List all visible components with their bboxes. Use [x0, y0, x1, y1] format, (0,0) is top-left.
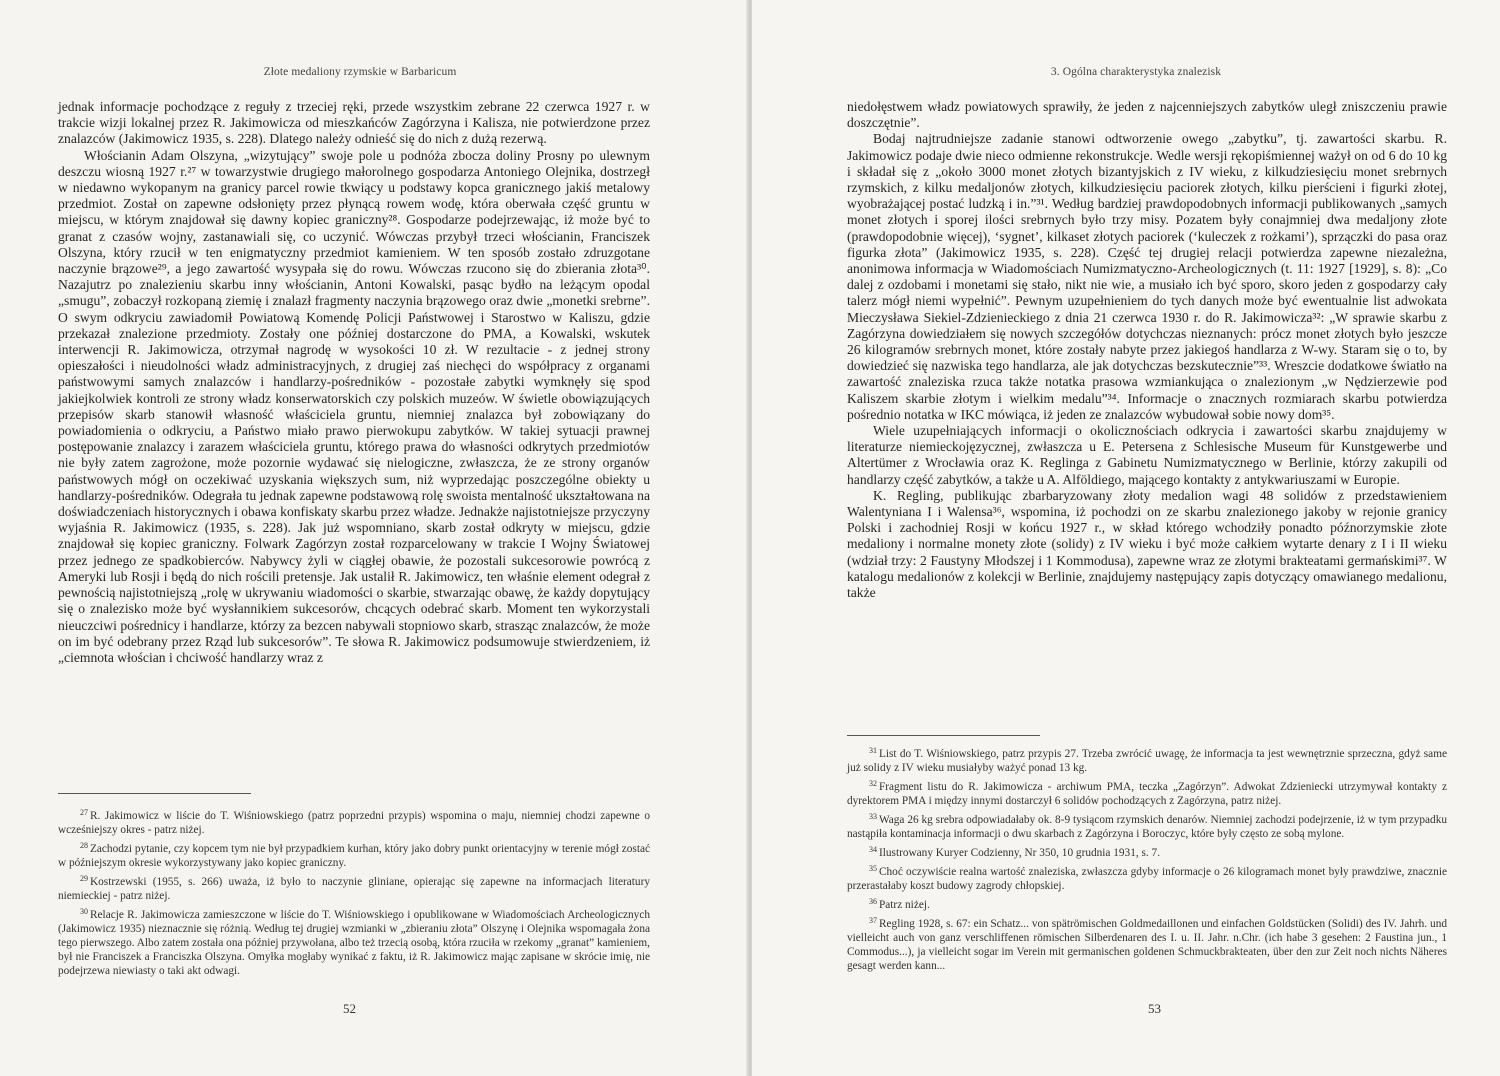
- footnote-text: Regling 1928, s. 67: ein Schatz... von spätrömischen Goldmedaillonen und einfachen Goldstücken (Solidi) des IV. Jahrh. und vielleicht auch von ganz verschliffenen römischen Silberdenaren des I. u. II. Jahr. n.Chr. (ich habe 3 gesehen: 2 Faustina jun., 1 Commodus...), ja vielleicht sogar im Verein mit germanischen goldenen Schmuckbrakteaten, über den zur Zeit noch nichts Näheres gesagt werden kann...: [847, 918, 1447, 972]
- paragraph: K. Regling, publikując zbarbaryzowany złoty medalion wagi 48 solidów z przedstawieniem Walentyniana I i Walensa³⁶, wspomina, iż pochodzi on ze skarbu znalezionego jakoby w rejonie granicy Polski i zachodniej Rosji w końcu 1927 r., w skład którego wchodziły ponadto późnorzymskie złote medaliony i normalne monety złote (solidy) z IV wieku i być może całkiem wytarte denary z I i II wieku (wdział trzy: 2 Faustyny Młodszej i 1 Kommodusa), zapewne wraz ze złotymi brakteatami germańskimi³⁷. W katalogu medalionów z kolekcji w Berlinie, znajdujemy następujący zapis dotyczący omawianego medalionu, także: [847, 487, 1447, 601]
- footnote: [847, 843, 1447, 860]
- footnote-divider: [58, 793, 251, 794]
- page-number: 53: [1148, 1001, 1161, 1016]
- body-text: [58, 99, 650, 666]
- footnote-text: List do T. Wiśniowskiego, patrz przypis 27. Trzeba zwrócić uwagę, że informacja ta jest wewnętrznie sprzeczna, gdyż same już solidy z IV wieku musiałyby ważyć ponad 13 kg.: [847, 748, 1447, 774]
- page-number: 52: [343, 1001, 356, 1016]
- paragraph: Bodaj najtrudniejsze zadanie stanowi odtworzenie owego „zabytku”, tj. zawartości skarbu. R. Jakimowicz podaje dwie nieco odmienne rekonstrukcje. Wedle wersji rękopiśmiennej ważył on od 6 do 10 kg i składał się z „około 3000 monet złotych bizantyjskich z IV wieku, z kilkudziesięciu monet srebrnych rzymskich, z kilku medaljonów złotych, kilkudziesięciu paciorek złotych, kilku pierścieni i figurki złotej, wyobrażającej postać ludzką i in.”³¹. Według bardziej prawdopodobnych informacji publikowanych „samych monet złotych i sporej ilości srebrnych było trzy misy. Pozatem były conajmniej dwa medaljony złote (prawdopodobnie więcej), ‘sygnet’, kilkaset złotych paciorek (‘kuleczek z rożkami’), sprzączki do pasa oraz figurka złota” (Jakimowicz 1935, s. 228). Część tej drugiej relacji potwierdza zapewne niezależna, anonimowa informacja w Wiadomościach Numizmatyczno-Archeologicznych (t. 11: 1927 [1929], s. 8): „Co dalej z ozdobami i monetami się stało, nikt nie wie, a musiało ich być sporo, skoro jeden z gospodarzy cały talerz mógł niemi wypełnić”. Pewnym uzupełnieniem do tych danych może być ewentualnie list adwokata Mieczysława Siekiel-Zdzienieckiego z dnia 21 czerwca 1930 r. do R. Jakimowicza³²: „W sprawie skarbu z Zagórzyna dowiedziałem się nowych szczegółów dotychczas nieznanych: prócz monet złotych było jeszcze 26 kilogramów srebrnych monet, które zostały nabyte przez jakiegoś handlarza z W-wy. Staram się o to, by dowiedzieć się nazwiska tego handlarza, ale jak dotychczas bezskutecznie”³³. Wreszcie dodatkowe światło na zawartość znaleziska rzuca także notatka prasowa wzmiankująca o znalezionym „w Nędzierzewie pod Kaliszem skarbie złotym i wielkim medalu”³⁴. Informacje o znacznych rozmiarach skarbu potwierdza pośrednio notatka w IKC mówiąca, iż jeden ze znalazców wybudował sobie nowy dom³⁵.: [847, 131, 1447, 422]
- running-head: Złote medaliony rzymskie w Barbaricum: [263, 66, 457, 78]
- footnotes: [58, 806, 650, 980]
- paragraph: jednak informacje pochodzące z reguły z trzeciej ręki, przede wszystkim zebrane 22 czerwca 1927 r. w trakcie wizji lokalnej przez R. Jakimowicza od mieszkańców Zagórzyna i Kalisza, nie potwierdzone przez znalazców (Jakimowicz 1935, s. 228). Dlatego należy odnieść się do nich z dużą rezerwą.: [58, 99, 650, 147]
- footnotes: [847, 744, 1447, 975]
- footnote: [847, 914, 1447, 973]
- footnote-number: 34: [869, 845, 877, 854]
- footnote-text: Fragment listu do R. Jakimowicza - archiwum PMA, teczka „Zagórzyn”. Adwokat Zdzieniecki utrzymywał kontakty z dyrektorem PMA i między innymi dostarczył 6 solidów pochodzących z Zagórzyna, patrz niżej.: [847, 781, 1447, 807]
- right-page: [752, 0, 1500, 1076]
- footnote: [58, 806, 650, 837]
- footnote: [58, 872, 650, 903]
- footnote: [847, 777, 1447, 808]
- footnote-number: 28: [80, 841, 88, 850]
- footnote-text: Kostrzewski (1955, s. 266) uważa, iż było to naczynie gliniane, opierając się zapewne na informacjach literatury niemieckiej - patrz niżej.: [58, 876, 650, 902]
- footnote-text: Zachodzi pytanie, czy kopcem tym nie był przypadkiem kurhan, który jako dobry punkt orientacyjny w terenie mógł zostać w późniejszym okresie wykorzystywany jako kopiec graniczny.: [58, 843, 650, 869]
- footnote-number: 37: [869, 916, 877, 925]
- body-text: [847, 99, 1447, 601]
- running-head: 3. Ogólna charakterystyka znalezisk: [1050, 66, 1222, 78]
- footnote-number: 32: [869, 779, 877, 788]
- paragraph: niedołęstwem władz powiatowych sprawiły, że jeden z najcenniejszych zabytków uległ zniszczeniu prawie doszczętnie”.: [847, 99, 1447, 131]
- paragraph: Włościanin Adam Olszyna, „wizytujący” swoje pole u podnóża zbocza doliny Prosny po ulewnym deszczu wiosną 1927 r.²⁷ w towarzystwie drugiego małorolnego gospodarza Antoniego Olejnika, dostrzegł w niedawno wykopanym na granicy parcel rowie tkwiący u podstawy kopca granicznego jakiś metalowy przedmiot. Został on zapewne odsłonięty przez płynącą rowem wodę, która oberwała część gruntu w miejscu, w którym znajdował się dawny kopiec graniczny²⁸. Gospodarze podejrzewając, iż może być to granat z czasów wojny, zastanawiali się, co uczynić. Wówczas przybył trzeci włościanin, Franciszek Olszyna, który rzucił w ten enigmatyczny przedmiot kamieniem. W ten sposób zostało zdruzgotane naczynie brązowe²⁹, a jego zawartość wysypała się do rowu. Wówczas rzucono się do zbierania złota³⁰. Nazajutrz po znalezieniu skarbu inny włościanin, Antoni Kowalski, pasąc bydło na leżącym opodal „smugu”, zobaczył rozkopaną ziemię i znalazł fragmenty naczynia brązowego oraz dwie „monetki srebrne”. O swym odkryciu zawiadomił Powiatową Komendę Policji Państwowej i Starostwo w Kaliszu, gdzie przekazał znalezione przedmioty. Zostały one później dostarczone do PMA, a Kowalski, wskutek interwencji R. Jakimowicza, otrzymał nagrodę w wysokości 10 zł. W rezultacie - z jednej strony opieszałości i nieudolności władz administracyjnych, z drugiej zaś niechęci do współpracy z organami państwowymi samych znalazców i handlarzy-pośredników - pozostałe zabytki wymknęły się spod jakiejkolwiek kontroli ze strony władz konserwatorskich czy polskich muzeów. W świetle obowiązujących przepisów skarb stanowił własność właściciela gruntu, niemniej znalazca był zobowiązany do powiadomienia o odkryciu, a Państwo miało prawo pierwokupu zabytków. W takiej sytuacji prawnej postępowanie znalazcy i zarazem właściciela gruntu, którego prawa do własności odkrytych przedmiotów nie były zatem zagrożone, może pozornie wydawać się nielogiczne, zwłaszcza, że ze strony organów państwowych mógł on oczekiwać uzyskania większych sum, niż wyprzedając poszczególne obiekty u handlarzy-pośredników. Odegrała tu jednak zapewne podstawową rolę swoista mentalność ukształtowana na doświadczeniach historycznych i obawa konfiskaty skarbu przez władze. Jednakże najistotniejsze przyczyny wyjaśnia R. Jakimowicz (1935, s. 228). Jak już wspomniano, skarb został odkryty w miejscu, gdzie znajdował się kopiec graniczny. Folwark Zagórzyn został rozparcelowany w trakcie I Wojny Światowej przez jednego ze spadkobierców. Nabywcy żyli w ciągłej obawie, że pozostali sukcesorowie powrócą z Ameryki lub Rosji i będą do nich rościli pretensje. Jak ustalił R. Jakimowicz, ten właśnie element odegrał z pewnością najistotniejszą „rolę w ukrywaniu wiadomości o skarbie, stwarzając obawę, że każdy dopytujący się o znalezisko może być wysłannikiem sukcesorów, chcących odebrać skarb. Moment ten wykorzystali nieuczciwi pośrednicy i handlarze, którzy za bezcen nabywali stopniowo skarb, strasząc znalazców, że może on im być odebrany przez Rząd lub sukcesorów”. Te słowa R. Jakimowicz podsumowuje stwierdzeniem, iż „ciemnota włościan i chciwość handlarzy wraz z: [58, 147, 650, 665]
- footnote: [847, 862, 1447, 893]
- footnote-number: 30: [80, 907, 88, 916]
- footnote-divider: [847, 735, 1040, 736]
- footnote-text: Ilustrowany Kuryer Codzienny, Nr 350, 10 grudnia 1931, s. 7.: [879, 847, 1161, 859]
- footnote-text: R. Jakimowicz w liście do T. Wiśniowskiego (patrz poprzedni przypis) wspomina o maju, niemniej chodzi zapewne o wcześniejszy okres - patrz niżej.: [58, 810, 650, 836]
- footnote-number: 35: [869, 864, 877, 873]
- footnote-number: 36: [869, 897, 877, 906]
- footnote-text: Choć oczywiście realna wartość znaleziska, zwłaszcza gdyby informacje o 26 kilogramach monet były prawdziwe, znacznie przerastałaby koszt budowy zagrody chłopskiej.: [847, 866, 1447, 892]
- footnote-number: 29: [80, 874, 88, 883]
- footnote-text: Patrz niżej.: [879, 899, 930, 911]
- footnote-number: 33: [869, 812, 877, 821]
- footnote-number: 31: [869, 746, 877, 755]
- footnote-text: Waga 26 kg srebra odpowiadałaby ok. 8-9 tysiącom rzymskich denarów. Niemniej zachodzi podejrzenie, iż w tym przypadku nastąpiła kontaminacja informacji o dwu skarbach z Zagórzyna i Boroczyc, które były często ze sobą mylone.: [847, 814, 1447, 840]
- footnote: [58, 905, 650, 978]
- left-page: [0, 0, 748, 1076]
- footnote-text: Relacje R. Jakimowicza zamieszczone w liście do T. Wiśniowskiego i opublikowane w Wiadomościach Archeologicznych (Jakimowicz 1935) nieznacznie się różnią. Według tej drugiej wzmianki w „zbieraniu złota” Olszynę i Olejnika wspomagała żona tego pierwszego. Albo zatem została ona później przywołana, albo też trzecią osobą, która rzuciła w rzekomy „granat” kamieniem, był nie Franciszek a Franciszka Olszyna. Omyłka mogłaby wynikać z faktu, iż R. Jakimowicz mając zapisane w skrócie imię, nie podejrzewa niewiasty o taki akt odwagi.: [58, 909, 650, 977]
- paragraph: Wiele uzupełniających informacji o okolicznościach odkrycia i zawartości skarbu znajdujemy w literaturze niemieckojęzycznej, zwłaszcza u E. Petersena z Schlesische Museum für Kunstgewerbe und Altertümer z Wrocławia oraz K. Reglinga z Gabinetu Numizmatycznego w Berlinie, którzy zakupili od handlarzy część zabytków, a także u A. Alföldiego, mającego kontakty z antykwariuszami w Europie.: [847, 423, 1447, 487]
- footnote: [847, 895, 1447, 912]
- footnote: [847, 744, 1447, 775]
- footnote-number: 27: [80, 808, 88, 817]
- footnote: [847, 810, 1447, 841]
- footnote: [58, 839, 650, 870]
